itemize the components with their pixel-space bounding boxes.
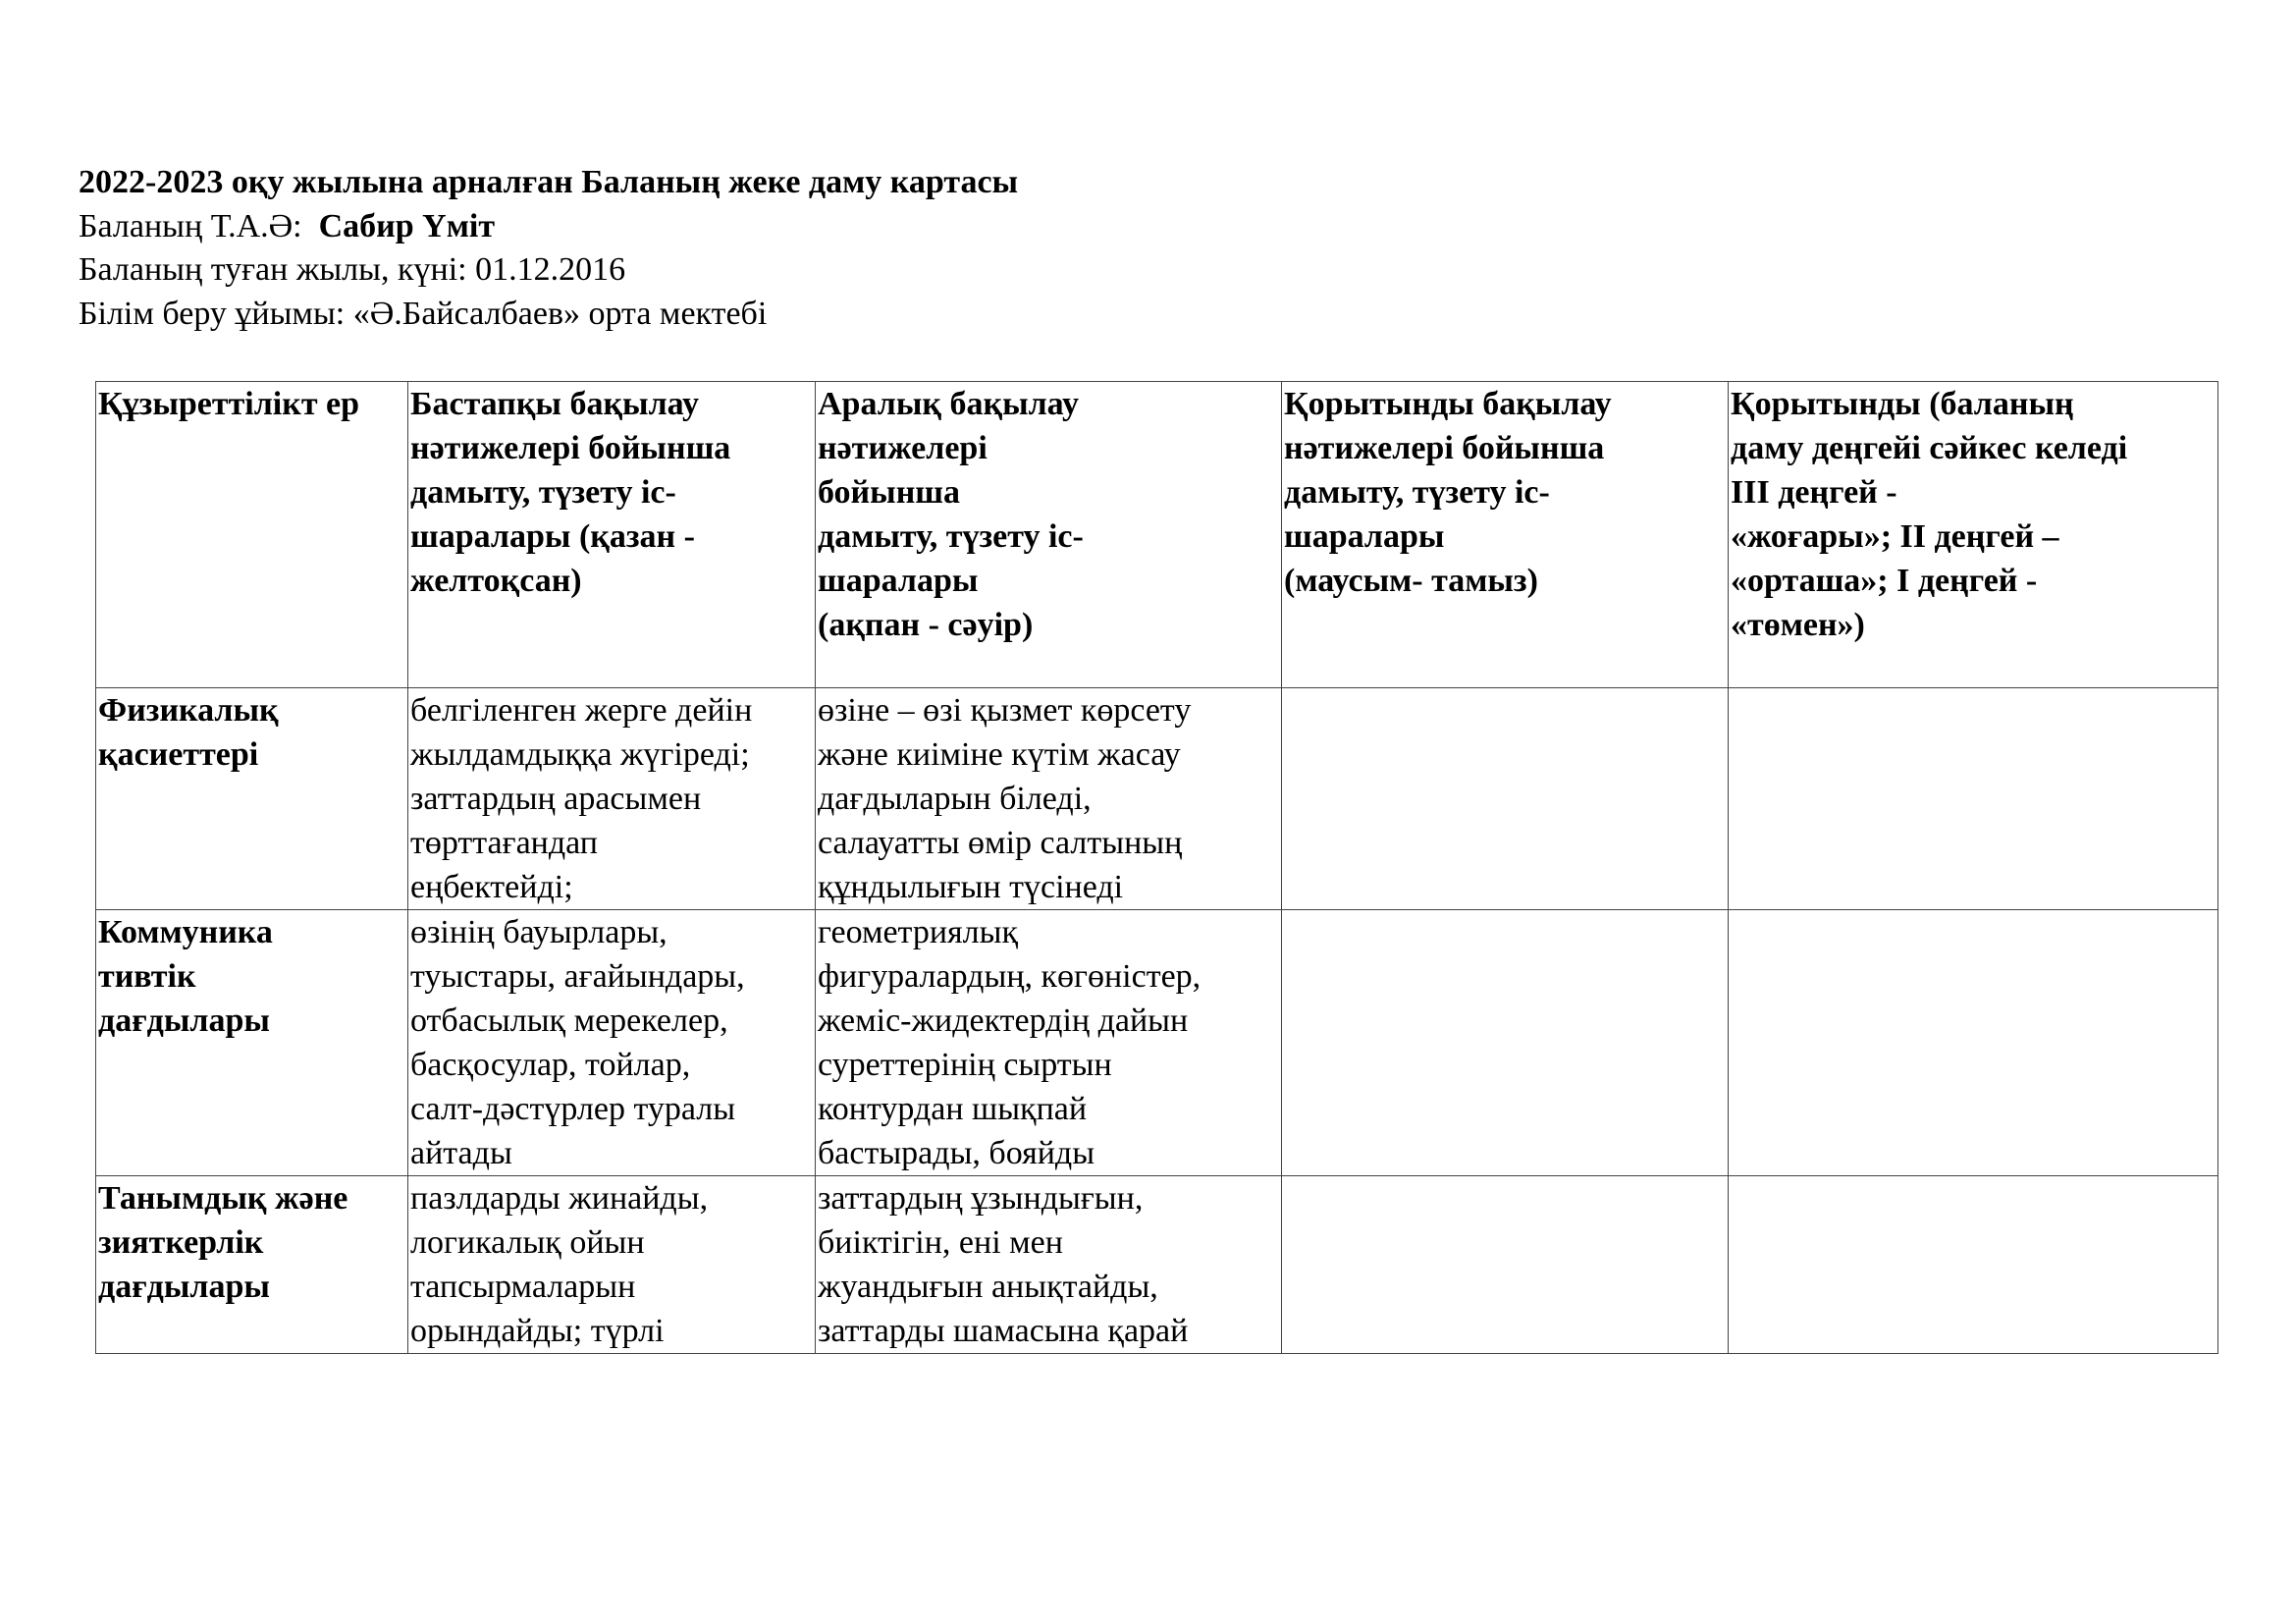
competency-cell: Коммуника тивтік дағдылары [96,910,408,1176]
result-cell [1729,910,2218,1176]
interim-cell: геометриялық фигуралардың, көгөністер, жеміс-жидектердің дайын суреттерінің сыртын контурдан шықпай бастырады, бояйды [816,910,1282,1176]
competency-cell: Физикалық қасиеттері [96,688,408,910]
table-header-row [96,382,2218,688]
child-name-value: Сабир Үміт [318,207,496,244]
header-initial-monitoring: Бастапқы бақылау нәтижелері бойынша дамыту, түзету іс- шаралары (қазан - желтоқсан) [408,382,816,688]
interim-cell: өзіне – өзі қызмет көрсету және киіміне күтім жасау дағдыларын біледі, салауатты өмір салтының құндылығын түсінеді [816,688,1282,910]
organization-line [79,293,1018,337]
document-header [79,161,1018,336]
initial-cell: пазлдарды жинайды, логикалық ойын тапсырмаларын орындайды; түрлі [408,1176,816,1354]
header-final-monitoring: Қорытынды бақылау нәтижелері бойынша дамыту, түзету іс- шаралары (маусым- тамыз) [1282,382,1729,688]
child-name-label: Баланың Т.А.Ә: [79,207,302,244]
competency-cell: Танымдық және зияткерлік дағдылары [96,1176,408,1354]
final-cell [1282,910,1729,1176]
final-cell [1282,1176,1729,1354]
final-cell [1282,688,1729,910]
development-card-table [95,381,2218,1354]
header-interim-monitoring: Аралық бақылау нәтижелері бойынша дамыту, түзету іс- шаралары (ақпан - сәуір) [816,382,1282,688]
birth-date-line [79,248,1018,293]
initial-cell: белгіленген жерге дейін жылдамдыққа жүгіреді; заттардың арасымен төрттағандап еңбектейді; [408,688,816,910]
header-result: Қорытынды (баланың даму деңгейі сәйкес келеді ІІІ деңгей - «жоғары»; ІІ деңгей – «орташа»; І деңгей - «төмен») [1729,382,2218,688]
result-cell [1729,688,2218,910]
child-name-line [79,205,1018,249]
birth-date-value: 01.12.2016 [475,251,626,288]
organization-value: «Ә.Байсалбаев» орта мектебі [352,295,768,332]
organization-label: Білім беру ұйымы: [79,295,346,332]
document-title: 2022-2023 оқу жылына арналған Баланың жеке даму картасы [79,164,1019,200]
table-row [96,1176,2218,1354]
table-row [96,910,2218,1176]
interim-cell: заттардың ұзындығын, биіктігін, ені мен жуандығын анықтайды, заттарды шамасына қарай [816,1176,1282,1354]
header-competency: Құзыреттілікт ер [96,382,408,688]
table-row [96,688,2218,910]
initial-cell: өзінің бауырлары, туыстары, ағайындары, отбасылық мерекелер, басқосулар, тойлар, салт-дәстүрлер туралы айтады [408,910,816,1176]
result-cell [1729,1176,2218,1354]
birth-date-label: Баланың туған жылы, күні: [79,251,467,288]
